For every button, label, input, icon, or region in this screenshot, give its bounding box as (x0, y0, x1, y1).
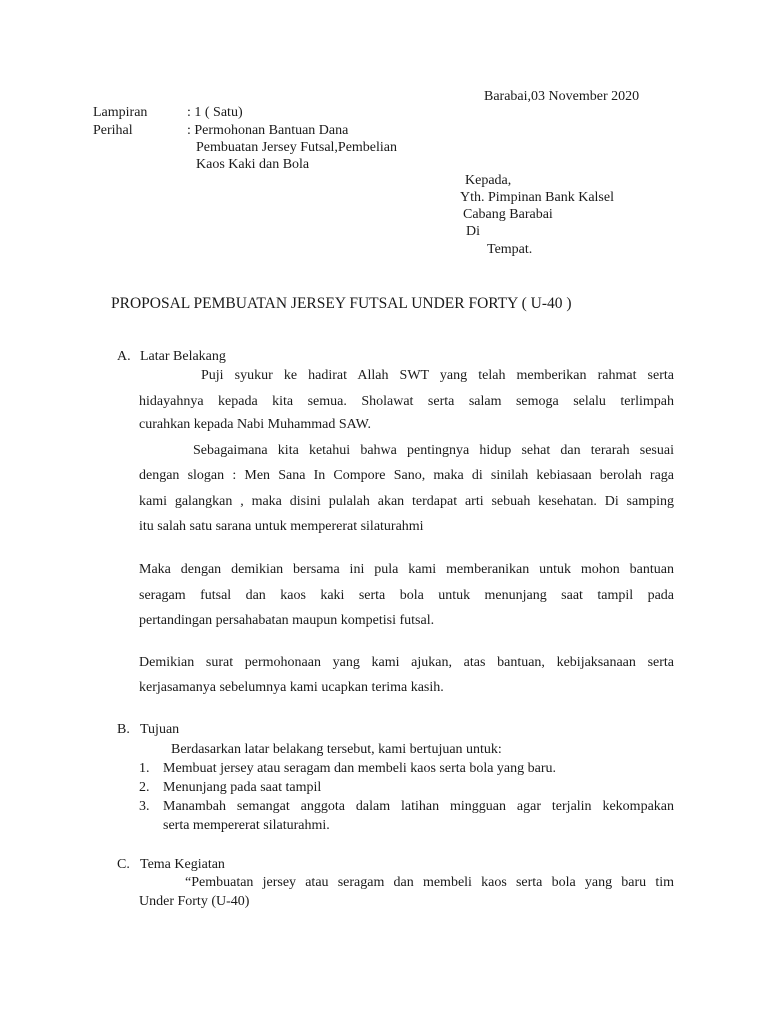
list-item: Menunjang pada saat tampil (163, 780, 322, 795)
paragraph-line: itu salah satu sarana untuk mempererat silaturahmi (139, 519, 424, 534)
recipient-line: Tempat. (487, 242, 533, 257)
list-item: serta mempererat silaturahmi. (163, 818, 330, 833)
lampiran-value: : 1 ( Satu) (187, 105, 243, 120)
paragraph-line: seragam futsal dan kaos kaki serta bola untuk menunjang saat tampil pada (139, 588, 674, 603)
paragraph-line: kerjasamanya sebelumnya kami ucapkan terima kasih. (139, 680, 444, 695)
paragraph-line: hidayahnya kepada kita semua. Sholawat serta salam semoga selalu terlimpah (139, 394, 674, 409)
recipient-line: Di (466, 224, 480, 239)
paragraph-line: Maka dengan demikian bersama ini pula kami memberanikan untuk mohon bantuan (139, 562, 674, 577)
section-a-marker: A. (117, 349, 131, 364)
paragraph-line: Demikian surat permohonaan yang kami ajukan, atas bantuan, kebijaksanaan serta (139, 655, 674, 670)
perihal-line: Pembuatan Jersey Futsal,Pembelian (196, 140, 398, 155)
letter-date: Barabai,03 November 2020 (484, 89, 640, 104)
paragraph-line: curahkan kepada Nabi Muhammad SAW. (139, 417, 372, 432)
perihal-line: : Permohonan Bantuan Dana (187, 123, 349, 138)
list-item-number: 1. (139, 761, 150, 776)
section-b-marker: B. (117, 722, 130, 737)
section-c-marker: C. (117, 857, 130, 872)
document-title: PROPOSAL PEMBUATAN JERSEY FUTSAL UNDER FORTY ( U-40 ) (111, 295, 572, 312)
section-b-intro: Berdasarkan latar belakang tersebut, kami bertujuan untuk: (171, 742, 502, 757)
section-c-heading: Tema Kegiatan (140, 857, 225, 872)
paragraph-line: Sebagaimana kita ketahui bahwa pentingnya hidup sehat dan terarah sesuai (193, 443, 674, 458)
recipient-line: Cabang Barabai (463, 207, 553, 222)
list-item: Membuat jersey atau seragam dan membeli kaos serta bola yang baru. (163, 761, 557, 776)
section-b-heading: Tujuan (140, 722, 180, 737)
paragraph-line: kami galangkan , maka disini pulalah akan terdapat arti sebuah kesehatan. Di samping (139, 494, 674, 509)
list-item-number: 2. (139, 780, 150, 795)
list-item-number: 3. (139, 799, 150, 814)
perihal-line: Kaos Kaki dan Bola (196, 157, 310, 172)
section-a-heading: Latar Belakang (140, 349, 226, 364)
tema-line: Under Forty (U-40) (139, 894, 250, 909)
paragraph-line: dengan slogan : Men Sana In Compore Sano, maka di sinilah kebiasaan berolah raga (139, 468, 674, 483)
recipient-line: Kepada, (465, 173, 512, 188)
tema-line: “Pembuatan jersey atau seragam dan membeli kaos serta bola yang baru tim (185, 875, 674, 890)
lampiran-label: Lampiran (93, 105, 148, 120)
recipient-line: Yth. Pimpinan Bank Kalsel (460, 190, 614, 205)
perihal-label: Perihal (93, 123, 133, 138)
paragraph-line: Puji syukur ke hadirat Allah SWT yang telah memberikan rahmat serta (201, 368, 674, 383)
list-item: Manambah semangat anggota dalam latihan mingguan agar terjalin kekompakan (163, 799, 674, 814)
paragraph-line: pertandingan persahabatan maupun kompetisi futsal. (139, 613, 435, 628)
